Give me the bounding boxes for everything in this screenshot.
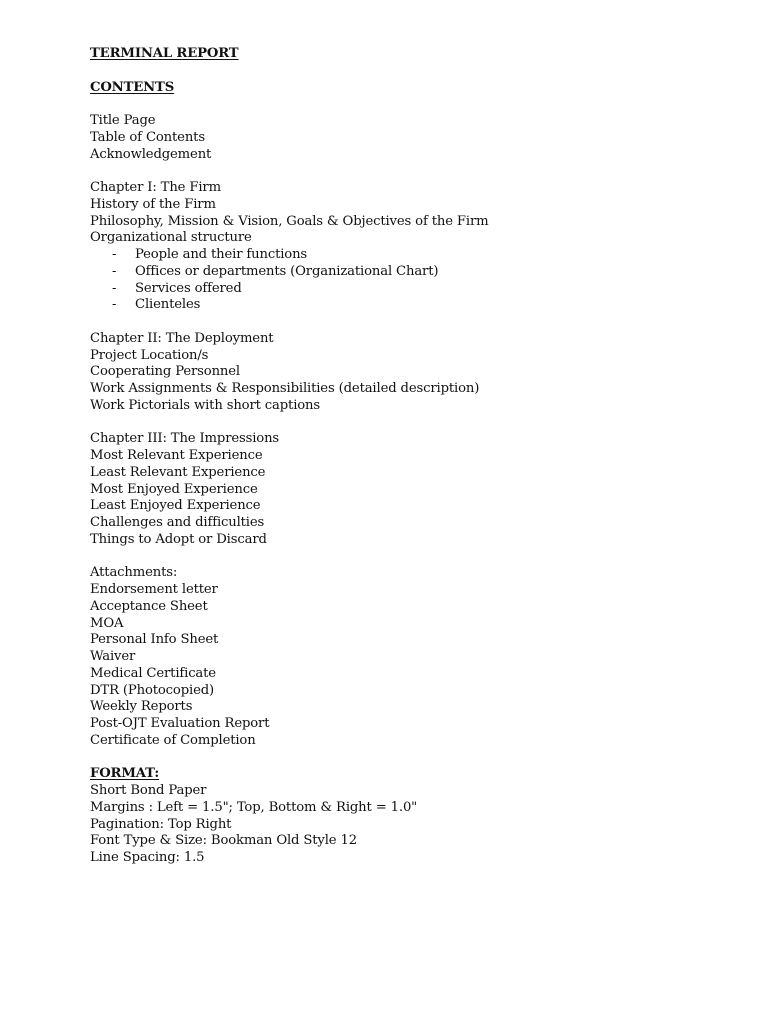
chapter-2-item: Work Pictorials with short captions (90, 397, 321, 413)
contents-heading: CONTENTS (90, 79, 175, 95)
chapter-1-bullet (90, 247, 730, 264)
spacer (90, 163, 730, 180)
chapter-1-item: Philosophy, Mission & Vision, Goals & Objectives of the Firm (90, 213, 489, 229)
attachments-title: Attachments: (90, 565, 178, 581)
format-heading: FORMAT: (90, 766, 160, 782)
chapter-2-title: Chapter II: The Deployment (90, 330, 274, 346)
format-item: Short Bond Paper (90, 783, 207, 798)
attachments-section (90, 565, 730, 749)
front-matter-item: Title Page (90, 113, 156, 128)
front-matter-item: Table of Contents (90, 129, 205, 145)
attachment-item: Endorsement letter (90, 582, 218, 597)
chapter-2-section (90, 331, 730, 415)
chapter-3-item: Challenges and difficulties (90, 515, 265, 530)
format-section (90, 766, 730, 867)
format-item: Line Spacing: 1.5 (90, 850, 205, 865)
bullet-text: Clienteles (135, 297, 201, 313)
bullet-dash: - (112, 297, 117, 313)
chapter-1-item: History of the Firm (90, 196, 216, 212)
chapter-3-item: Least Relevant Experience (90, 464, 266, 480)
bullet-text: People and their functions (135, 247, 308, 262)
chapter-3-item: Things to Adopt or Discard (90, 531, 267, 547)
spacer (90, 63, 730, 80)
chapter-2-item: Cooperating Personnel (90, 364, 240, 380)
spacer (90, 750, 730, 767)
attachment-item: Medical Certificate (90, 665, 216, 681)
format-item: Font Type & Size: Bookman Old Style 12 (90, 833, 357, 849)
attachment-item: Waiver (90, 649, 136, 664)
chapter-3-title: Chapter III: The Impressions (90, 431, 280, 447)
spacer (90, 314, 730, 331)
chapter-1-item: Organizational structure (90, 230, 252, 246)
spacer (90, 415, 730, 432)
front-matter-item: Acknowledgement (90, 146, 212, 162)
chapter-1-section (90, 180, 730, 314)
spacer (90, 96, 730, 113)
bullet-dash: - (112, 263, 117, 279)
format-item: Margins : Left = 1.5"; Top, Bottom & Right = 1.0" (90, 799, 418, 815)
bullet-text: Services offered (135, 280, 242, 296)
attachment-item: MOA (90, 615, 124, 631)
spacer (90, 549, 730, 566)
attachment-item: Personal Info Sheet (90, 632, 219, 648)
attachment-item: Certificate of Completion (90, 732, 256, 748)
chapter-1-bullet (90, 297, 730, 314)
bullet-dash: - (112, 280, 117, 296)
chapter-3-item: Least Enjoyed Experience (90, 498, 261, 514)
attachment-item: Post-OJT Evaluation Report (90, 716, 270, 731)
chapter-1-title: Chapter I: The Firm (90, 180, 221, 195)
bullet-text: Offices or departments (Organizational Chart) (135, 263, 439, 279)
chapter-2-item: Project Location/s (90, 347, 209, 363)
attachment-item: Weekly Reports (90, 699, 193, 715)
attachment-item: DTR (Photocopied) (90, 682, 215, 698)
attachment-item: Acceptance Sheet (90, 598, 208, 614)
chapter-2-item: Work Assignments & Responsibilities (detailed description) (90, 381, 480, 396)
chapter-3-section (90, 431, 730, 548)
front-matter-list (90, 113, 730, 163)
format-item: Pagination: Top Right (90, 816, 232, 832)
document-page (90, 46, 730, 867)
bullet-dash: - (112, 247, 117, 262)
chapter-1-bullet (90, 264, 730, 281)
report-title: TERMINAL REPORT (90, 46, 239, 61)
chapter-3-item: Most Relevant Experience (90, 448, 263, 463)
chapter-3-item: Most Enjoyed Experience (90, 481, 258, 497)
chapter-1-bullet (90, 281, 730, 298)
